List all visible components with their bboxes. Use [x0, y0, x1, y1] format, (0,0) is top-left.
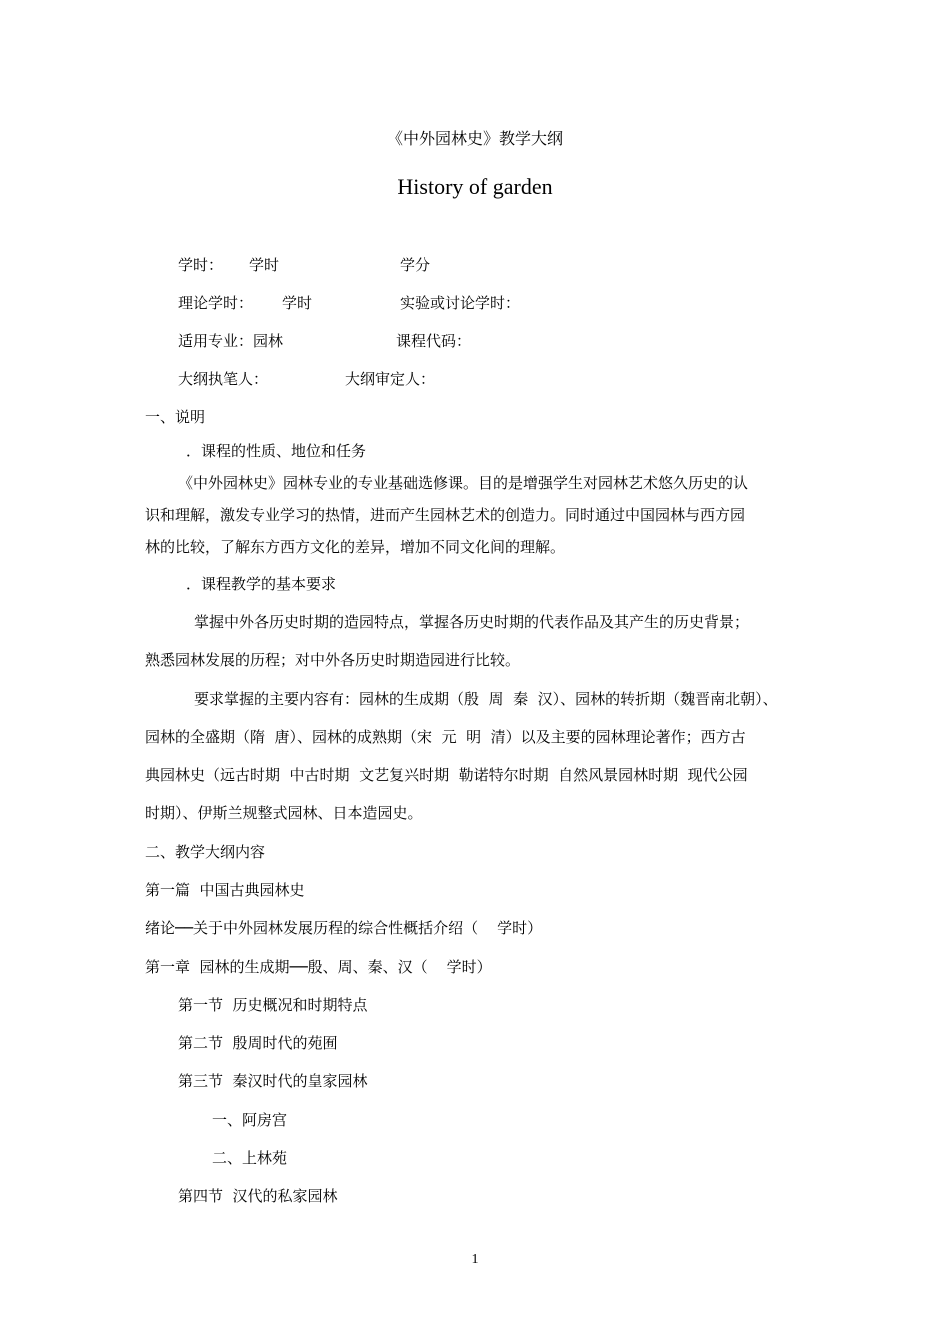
paragraph-2-line-2: 熟悉园林发展的历程；对中外各历史时期造园进行比较。: [145, 651, 521, 669]
section-3-item-2: 二、上林苑: [212, 1149, 288, 1167]
paragraph-3-line-3: 典园林史（远古时期 中古时期 文艺复兴时期 勒诺特尔时期 自然风景园林时期 现代公园: [145, 766, 748, 784]
paragraph-3-line-2: 园林的全盛期（隋 唐）、园林的成熟期（宋 元 明 清）以及主要的园林理论著作；西方古: [145, 728, 746, 746]
credits-label: 学分: [400, 256, 431, 274]
reviewer-label: 大纲审定人：: [345, 370, 436, 388]
course-code-label: 课程代码：: [396, 332, 472, 350]
part-1-heading: 第一篇 中国古典园林史: [145, 881, 305, 899]
item-1-heading: ．课程的性质、地位和任务: [186, 442, 367, 460]
document-title: 《中外园林史》教学大纲: [386, 129, 563, 148]
introduction-heading: 绪论──关于中外园林发展历程的综合性概括介绍（ 学时）: [145, 919, 543, 937]
chapter-1-section-4: 第四节 汉代的私家园林: [178, 1187, 338, 1205]
section-1-heading: 一、说明: [145, 408, 206, 426]
theory-hours-label: 理论学时：: [178, 294, 254, 312]
item-2-heading: ．课程教学的基本要求: [186, 575, 337, 593]
paragraph-1-line-3: 林的比较，了解东方西方文化的差异，增加不同文化间的理解。: [145, 538, 566, 556]
section-2-heading: 二、教学大纲内容: [145, 843, 266, 861]
chapter-1-heading: 第一章 园林的生成期──殷、周、秦、汉（ 学时）: [145, 958, 492, 976]
document-subtitle: History of garden: [397, 174, 553, 199]
page-number: 1: [471, 1252, 479, 1267]
chapter-1-section-2: 第二节 殷周时代的苑囿: [178, 1034, 338, 1052]
chapter-1-section-1: 第一节 历史概况和时期特点: [178, 996, 368, 1014]
hours-value: 学时: [249, 256, 280, 274]
section-3-item-1: 一、阿房宫: [212, 1111, 288, 1129]
lab-hours-label: 实验或讨论学时：: [400, 294, 521, 312]
author-label: 大纲执笔人：: [178, 370, 269, 388]
paragraph-2-line-1: 掌握中外各历史时期的造园特点，掌握各历史时期的代表作品及其产生的历史背景；: [194, 613, 750, 631]
hours-label: 学时：: [178, 256, 224, 274]
paragraph-3-line-1: 要求掌握的主要内容有：园林的生成期（殷 周 秦 汉）、园林的转折期（魏晋南北朝）、: [194, 690, 778, 708]
chapter-1-section-3: 第三节 秦汉时代的皇家园林: [178, 1072, 368, 1090]
paragraph-1-line-1: 《中外园林史》园林专业的专业基础选修课。目的是增强学生对园林艺术悠久历史的认: [178, 474, 749, 492]
paragraph-3-line-4: 时期）、伊斯兰规整式园林、日本造园史。: [145, 804, 423, 822]
theory-hours-value: 学时: [282, 294, 313, 312]
paragraph-1-line-2: 识和理解，激发专业学习的热情，进而产生园林艺术的创造力。同时通过中国园林与西方园: [145, 506, 746, 524]
major-label: 适用专业：园林: [178, 332, 284, 350]
